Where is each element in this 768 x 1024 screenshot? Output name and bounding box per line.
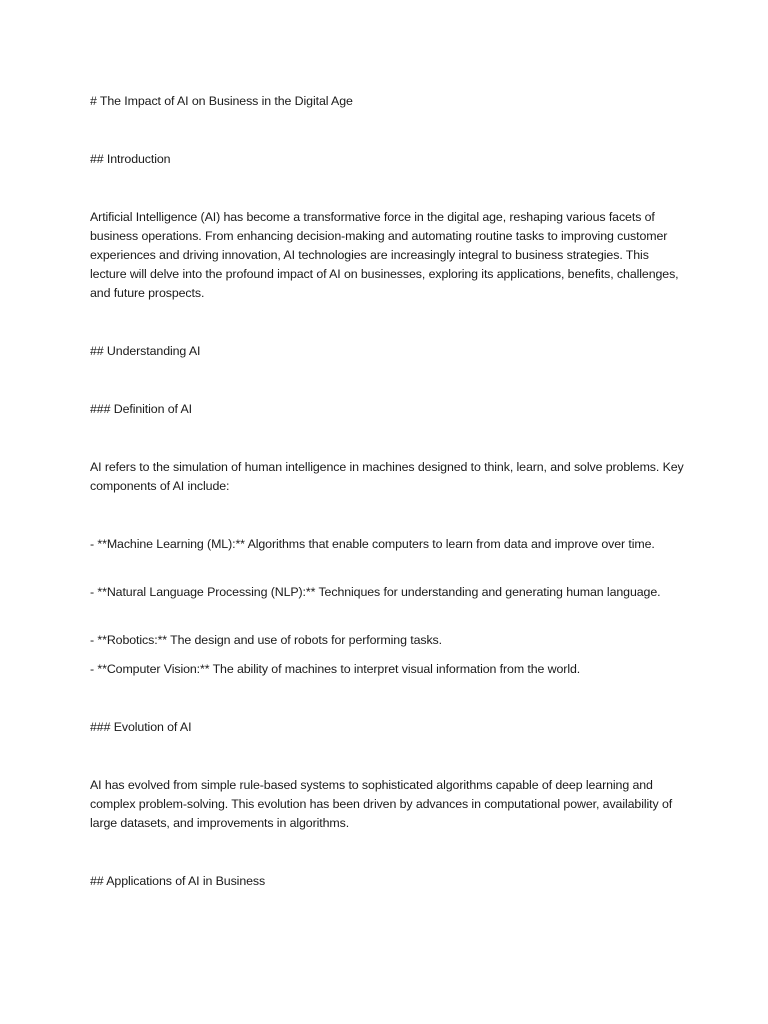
introduction-paragraph: Artificial Intelligence (AI) has become a transformative force in the digital age, reshaping various facets of business operations. From enhancing decision-making and automating routine tasks to improving customer experiences and driving innovation, AI technologies are increasingly integral to business strategies. This lecture will delve into the profound impact of AI on businesses, exploring its applications, benefits, challenges, and future prospects. — [90, 210, 679, 300]
definition-heading: ### Definition of AI — [90, 402, 193, 416]
definition-paragraph: AI refers to the simulation of human intelligence in machines designed to think, learn, and solve problems. Key components of AI include: — [90, 460, 684, 493]
evolution-heading: ### Evolution of AI — [90, 720, 192, 734]
list-item-robotics: - **Robotics:** The design and use of robots for performing tasks. — [90, 633, 442, 647]
list-item-nlp: - **Natural Language Processing (NLP):** Techniques for understanding and generating human language. — [90, 585, 661, 599]
list-item-machine-learning: - **Machine Learning (ML):** Algorithms that enable computers to learn from data and improve over time. — [90, 537, 655, 551]
understanding-ai-heading: ## Understanding AI — [90, 344, 201, 358]
evolution-paragraph: AI has evolved from simple rule-based systems to sophisticated algorithms capable of deep learning and complex problem-solving. This evolution has been driven by advances in computational power, availability of large datasets, and improvements in algorithms. — [90, 778, 673, 830]
document-title: # The Impact of AI on Business in the Digital Age — [90, 94, 353, 108]
introduction-heading: ## Introduction — [90, 152, 171, 166]
applications-heading: ## Applications of AI in Business — [90, 874, 266, 888]
list-item-computer-vision: - **Computer Vision:** The ability of machines to interpret visual information from the world. — [90, 662, 581, 676]
